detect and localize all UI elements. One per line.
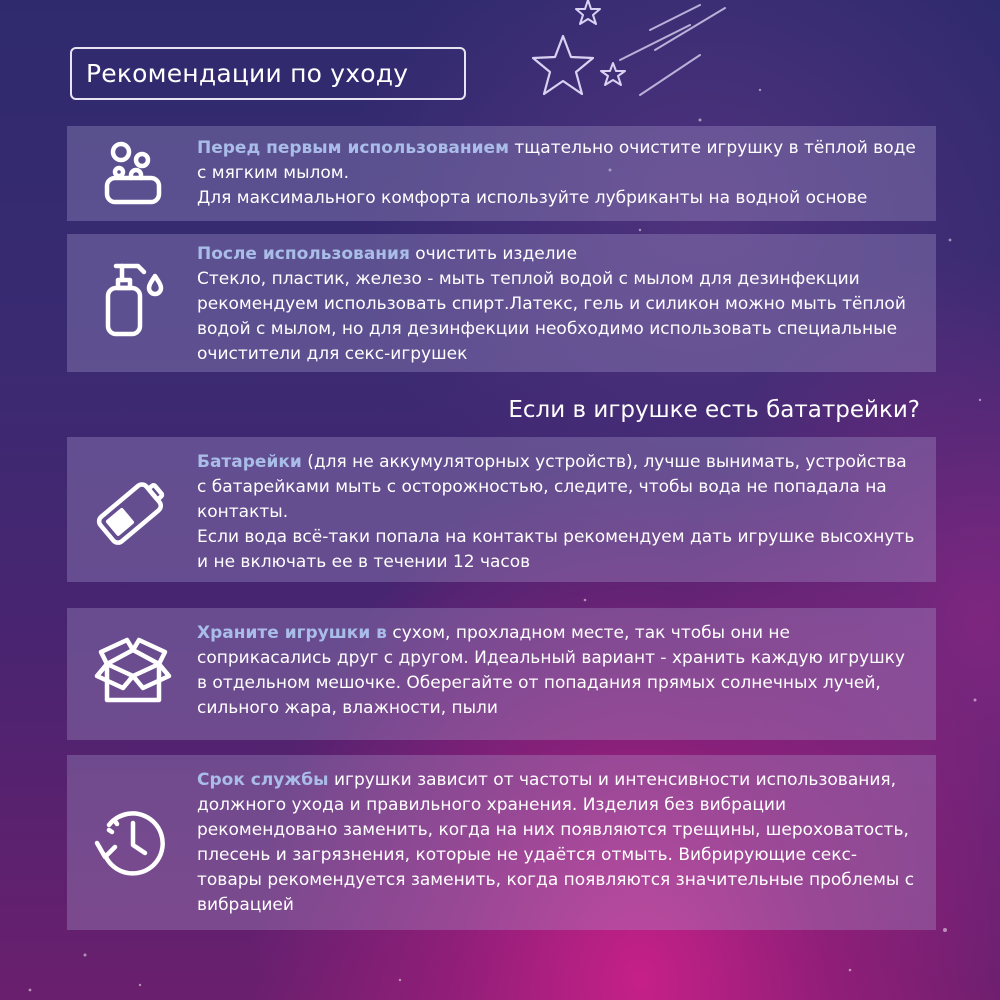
card-text: тщательно очистите игрушку в тёплой воде с мягким мылом. [197, 138, 916, 183]
card-lead: После использования [197, 244, 410, 264]
page-title: Рекомендации по уходу [70, 47, 466, 100]
soap-icon [91, 131, 175, 215]
care-card-storage [67, 608, 936, 740]
care-card-service-life [67, 755, 936, 930]
card-lead: Перед первым использованием [197, 138, 509, 158]
card-text-line2: Стекло, пластик, железо - мыть теплой водой с мылом для дезинфекции рекомендуем использовать спирт.Латекс, гель и силикон можно мыть тёплой водой с мылом, но для дезинфекции необходимо использовать специальные очистители для секс-игрушек [197, 269, 906, 364]
card-lead: Срок службы [197, 770, 329, 790]
card-text: (для не аккумуляторных устройств), лучше вынимать, устройства с батарейками мыть с осторожностью, следите, чтобы вода не попадала на контакты. [197, 452, 907, 522]
care-card-after-use [67, 234, 936, 372]
battery-section-heading: Если в игрушке есть бататрейки? [508, 397, 920, 423]
battery-icon [91, 469, 175, 553]
dispenser-bottle-icon [91, 256, 175, 340]
care-card-first-use [67, 126, 936, 221]
card-text-line2: Для максимального комфорта используйте лубриканты на водной основе [197, 188, 868, 208]
card-text: очистить изделие [409, 244, 578, 264]
card-text: игрушки зависит от частоты и интенсивности использования, должного ухода и правильного хранения. Изделия без вибрации рекомендовано заменить, когда на них появляются трещины, шероховатость, плесень и загрязнения, которые не удаётся отмыть. Вибрирующие секс-товары рекомендуется заменить, когда появляются значительные проблемы с вибрацией [197, 770, 915, 915]
box-icon [91, 630, 175, 714]
care-card-batteries [67, 437, 936, 582]
card-lead: Батарейки [197, 452, 302, 472]
card-text-line2: Если вода всё-таки попала на контакты рекомендуем дать игрушке высохнуть и не включать ее в течении 12 часов [197, 527, 915, 572]
card-text: сухом, прохладном месте, так чтобы они не соприкасались друг с другом. Идеальный вариант - хранить каждую игрушку в отдельном мешочке. Оберегайте от попадания прямых солнечных лучей, сильного жара, влажности, пыли [197, 623, 905, 718]
small-star-icon [576, 0, 625, 85]
card-lead: Храните игрушки в [197, 623, 387, 643]
clock-icon [91, 801, 175, 885]
star-icon [533, 36, 593, 94]
